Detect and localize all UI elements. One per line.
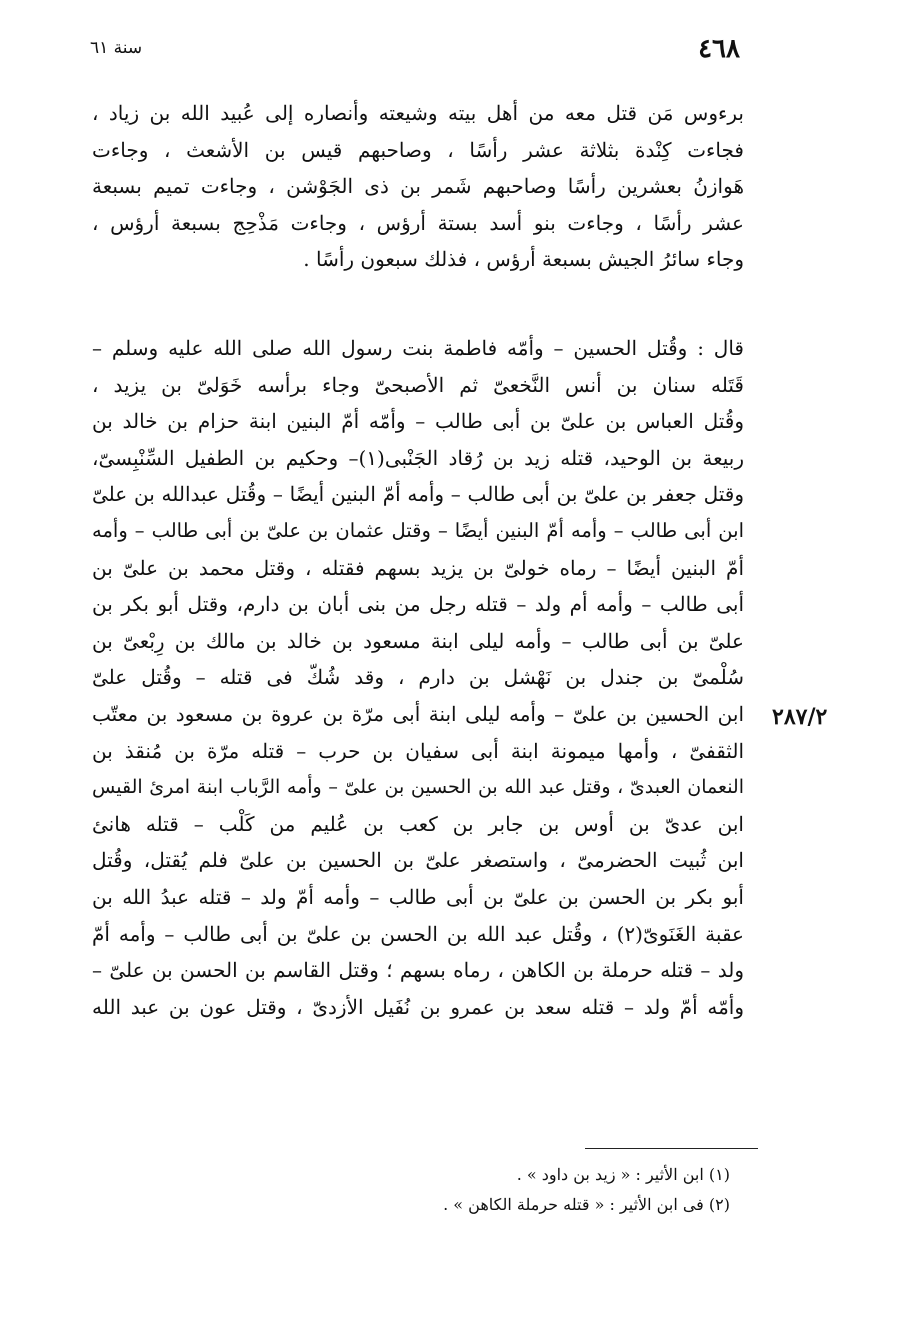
text-line: ولد – قتله حرملة بن الكاهن ، رماه بسهم ؛ وقتل القاسم بن الحسن بن علىّ – <box>92 958 744 983</box>
footnote-2: (٢) فى ابن الأثير : « قتله حرملة الكاهن » . <box>443 1195 730 1214</box>
text-line: ابن أبى طالب – وأمه أمّ البنين أيضًا – وقتل عثمان بن علىّ بن أبى طالب – وأمه <box>92 518 744 542</box>
text-line: وقُتل العباس بن علىّ بن أبى طالب – وأمّه أمّ البنين ابنة حزام بن خالد بن <box>92 409 744 434</box>
page-number: ٤٦٨ <box>698 34 740 64</box>
text-line: وقتل جعفر بن علىّ بن أبى طالب – وأمه أمّ البنين أيضًا – وقُتل عبدالله بن علىّ <box>92 482 744 507</box>
text-line: برءوس مَن قتل معه من أهل بيته وشيعته وأنصاره إلى عُبيد الله بن زياد ، <box>92 101 744 125</box>
text-line: أبو بكر بن الحسن بن علىّ بن أبى طالب – وأمه أمّ ولد – قتله عبدُ الله بن <box>92 884 744 909</box>
text-line: وأمّه أمّ ولد – قتله سعد بن عمرو بن نُفَيل الأزدىّ ، وقتل عون بن عبد الله <box>92 994 744 1019</box>
text-line: عشر رأسًا ، وجاءت بنو أسد بستة أرؤس ، وجاءت مَذْحِج بسبعة أرؤس ، <box>92 210 744 235</box>
text-line: ربيعة بن الوحيد، قتله زيد بن رُقاد الجَنْبى(١)– وحكيم بن الطفيل السِّنْبِسىّ، <box>92 445 744 470</box>
footnotes <box>300 1160 730 1220</box>
text-line: أبى طالب – وأمه أم ولد – قتله رجل من بنى أبان بن دارم، وقتل أبو بكر بن <box>92 592 744 617</box>
running-head-year: سنة ٦١ <box>90 38 143 58</box>
text-line: سُلْمىّ بن جندل بن نَهْشل بن دارم ، وقد شُكّ فى قتله – وقُتل علىّ <box>92 665 744 690</box>
page-header <box>90 34 740 68</box>
text-line: قَتَله سنان بن أنس النَّخعىّ ثم الأصبحىّ وجاء برأسه خَوَلىّ بن يزيد ، <box>92 372 744 397</box>
paragraph-1 <box>92 95 744 278</box>
text-line: أمّ البنين أيضًا – رماه خولىّ بن يزيد بسهم فقتله ، وقتل محمد بن علىّ بن <box>92 555 744 580</box>
text-line: قال : وقُتل الحسين – وأمّه فاطمة بنت رسول الله صلى الله عليه وسلم – <box>92 336 744 360</box>
text-line: ابن ثُبيت الحضرمىّ ، واستصغر علىّ بن الحسين بن علىّ فلم يُقتل، وقُتل <box>92 848 744 873</box>
text-line: علىّ بن أبى طالب – وأمه ليلى ابنة مسعود بن خالد بن مالك بن رِبْعىّ بن <box>92 628 744 653</box>
text-line-last: وجاء سائرُ الجيش بسبعة أرؤس ، فذلك سبعون رأسًا . <box>303 247 744 272</box>
footnote-1: (١) ابن الأثير : « زيد بن داود » . <box>516 1165 730 1184</box>
text-line: ابن عدىّ بن أوس بن جابر بن كعب بن عُليم من كَلْب – قتله هانئ <box>92 811 744 836</box>
text-line: ابن الحسين بن علىّ – وأمه ليلى ابنة أبى مرّة بن عروة بن مسعود بن معتّب <box>92 701 744 726</box>
paragraph-2 <box>92 330 744 1025</box>
text-line: النعمان العبدىّ ، وقتل عبد الله بن الحسين بن علىّ – وأمه الرَّباب ابنة امرئ القيس <box>92 776 744 799</box>
text-line: هَوازنُ بعشرين رأسًا وصاحبهم شَمر بن ذى الجَوْشن ، وجاءت تميم بسبعة <box>92 174 744 199</box>
text-line: الثقفىّ ، وأمها ميمونة ابنة أبى سفيان بن حرب – قتله مرّة بن مُنقذ بن <box>92 738 744 763</box>
text-line: عقبة الغَنَوىّ(٢) ، وقُتل عبد الله بن الحسن بن علىّ بن أبى طالب – وأمه أمّ <box>92 921 744 946</box>
margin-reference: ٢٨٧/٢ <box>772 704 828 730</box>
text-line: فجاءت كِنْدة بثلاثة عشر رأسًا ، وصاحبهم قيس بن الأشعث ، وجاءت <box>92 137 744 162</box>
footnote-divider <box>585 1148 758 1149</box>
